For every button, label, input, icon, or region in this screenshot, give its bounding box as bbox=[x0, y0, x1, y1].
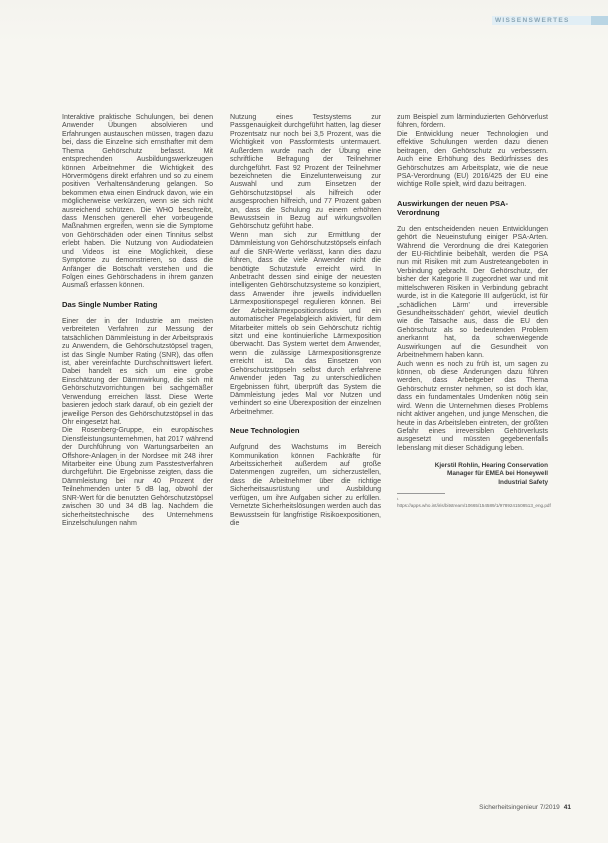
subheading-neue-technologien: Neue Technologien bbox=[230, 426, 300, 436]
subheading-psa-verordnung: Auswirkungen der neuen PSA-Verordnung bbox=[397, 198, 508, 217]
author-credit bbox=[397, 462, 548, 487]
page-footer bbox=[461, 804, 571, 813]
section-tag-bar bbox=[591, 16, 608, 25]
paragraph: Zu den entscheidenden neuen Entwicklungen gehört die Neueinstufung einiger PSA-Arten. Während die Verordnung die drei Kategorien der EU-Richtlinie beibehält, werden die PSA nun mit Risiken mit zum Austreteangeboten in Verbindung gebracht. Der Gehörschutz, der bisher der Kategorie II zugeordnet war und mit mittelschweren Risiken in Verbindung gebracht wurde, ist in die Kategorie III aufgerückt, ist für „schädlichen Lärm' und irreversible Gesundheitsschäden' gehört, wieviel deutlich wie die Tatsache aus, dass die EU den Gehörschutz als so bedeutenden Problem anerkannt hat, da schwerwiegende Auswirkungen auf die Gesundheit von Arbeitnehmern haben kann. bbox=[397, 225, 548, 360]
page-number: 41 bbox=[563, 804, 571, 811]
paragraph: Wenn man sich zur Ermittlung der Dämmleistung von Gehörschutzstöpsels einfach auf die SNR-Werte verlässt, kann dies dazu führen, dass die viele Anwender nicht die benötigte Schutzstufe erreicht wird. In Anbetracht dessen sind einige der neuesten intelligenten Gehörschutzsysteme so konzipiert, dass Anwender ihre jeweils individuellen Lärmexpositionspegel regulieren können. Bei der Arbeitslärmexpositionsdosis und ein automatischer Pegelabgleich aktiviert, für dem Mitarbeiter mittels ob sein Gehörschutz richtig sitzt und eine kontinuierliche Lärmexposition überwacht. Das System wertet dem Anwender, wenn die zulässige Lärmexpositionsgrenze erreicht ist. Da das Einsetzen von Gehörschutzstöpseln selbst durch erfahrene Anwender jeden Tag zu unterschiedlichen Ergebnissen führt, überprüft das System die Dämmleistung jedes Mal vor Nutzen und verhindert so eine Überexposition der einzelnen Arbeitnehmer. bbox=[230, 231, 381, 416]
section-label: WISSENSWERTES bbox=[495, 17, 570, 24]
paragraph: zum Beispiel zum lärminduzierten Gehörverlust führen, fördern. bbox=[397, 114, 548, 130]
paragraph: Interaktive praktische Schulungen, bei denen Anwender Übungen absolvieren und Erfahrungen austauschen müssen, tragen dazu bei, dass die Einzelne sich ernsthafter mit dem Thema Gehörschutz befasst. Mit entsprechenden Ausbildungswerkzeugen können Arbeitnehmer die Wichtigkeit des Hörvermögens direkt erfahren und so zu einem positiven Verhaltensänderung gelangen. So bekommen etwa einen Eindruck davon, wie ein möglicherweise verkürzen, wenn sie sich nicht ausreichend schützen. Die WHO beschreibt, dass Menschen generell eher vorbeugende Maßnahmen ergreifen, wenn sie die Symptome von Gehörschäden oder einen Tinnitus selbst erlebt haben. Die Nutzung von Audiodateien und Videos ist eine Möglichkeit, diese Symptome zu demonstrieren, so dass die Anfänger die Botschaft verstehen und die Folgen eines Gehörschadens in ihrem ganzen Ausmaß erfassen können. bbox=[62, 114, 213, 290]
subheading-single-number-rating: Das Single Number Rating bbox=[62, 299, 158, 309]
footnote-divider bbox=[397, 493, 445, 494]
paragraph: Die Rosenberg-Gruppe, ein europäisches Dienstleistungsunternehmen, hat 2017 während der Durchführung von Wartungsarbeiten an Offshore-Anlagen in der Nordsee mit 248 ihrer Mitarbeiter eine Übung zum Passtestverfahren durchgeführt. Die Ergebnisse zeigten, dass die Dämmleistung bei nur 40 Prozent der Teilnehmenden unter 5 dB lag, obwohl der SNR-Wert für die benutzten Gehörschutzstöpsel zwischen 30 und 34 dB lag. Nachdem die sicherheitstechnische des Unternehmens Einzelschulungen nahm bbox=[62, 427, 213, 527]
journal-name: Sicherheitsingenieur 7/2019 bbox=[479, 804, 560, 811]
author-role: Manager für EMEA bei Honeywell bbox=[447, 470, 548, 478]
column-2 bbox=[230, 114, 381, 528]
author-name: Kjerstil Rohlin, Hearing Conservation bbox=[434, 462, 548, 470]
column-1 bbox=[62, 114, 213, 528]
section-tag bbox=[492, 16, 608, 25]
author-org: Industrial Safety bbox=[498, 478, 548, 486]
paragraph: Aufgrund des Wachstums im Bereich Kommunikation können Fachkräfte für Arbeitssicherheit außerdem auf große Datenmengen zugreifen, um sicherzustellen, dass die Arbeitnehmer über die richtige Sicherheitsausrüstung und Ausbildung verfügen, um ihre Aufgaben sicher zu erfüllen. Vernetzte Sicherheitslösungen werden auch das Bewusstsein für langfristige Risikoexpositionen, die bbox=[230, 444, 381, 527]
paragraph: Nutzung eines Testsystems zur Passgenauigkeit durchgeführt hatten, lag dieser Prozentsatz nur noch bei 3,5 Prozent, was die Wichtigkeit von Passformtests untermauert. Außerdem wurde nach der Übung eine schriftliche Befragung der Teilnehmer durchgeführt. Fast 92 Prozent der Teilnehmer bezeichneten die Einzelunterweisung zur Auswahl und zum Einsetzen der Gehörschutzstöpsel als hilfreich oder ausgesprochen hilfreich, und 77 Prozent gaben an, dass die Schulung zu einem erhöhten Bewusstsein in Bezug auf wirkungsvollen Gehörschutz geführt habe. bbox=[230, 114, 381, 231]
footnote: ¹ https://apps.who.int/iris/bitstream/10665/154589/1/9789241508513_eng.pdf bbox=[397, 496, 551, 508]
paragraph: Die Entwicklung neuer Technologien und effektive Schulungen werden dazu dienen beitragen, den Gehörschutz zu verbessern. Auch eine Erhöhung des Bedürfnisses des Gehörschutzes am Arbeitsplatz, wie die neue PSA-Verordnung (EU) 2016/425 der EU eine wichtige Rolle spielt, wird dazu beitragen. bbox=[397, 130, 548, 189]
paragraph: Einer der in der Industrie am meisten verbreiteten Verfahren zur Messung der tatsächlichen Dämmleistung in der Arbeitspraxis zu Anwendern, die Gehörschutzstöpsel tragen, ist das Single Number Rating (SNR), das offen ist, aber vereinfachte Durchschnittswert liefert. Dabei handelt es sich um eine grobe Einschätzung der Dämmwirkung, die sich mit Gehörschutzvorrichtungen bei sachgemäßer Verwendung erreichen lässt. Diese Werte basieren jedoch stark darauf, ob ein gezielt der jeweilige Person des Gehörschutzstöpsel in das Ohr eingesetzt hat. bbox=[62, 317, 213, 426]
column-3 bbox=[397, 114, 551, 509]
paragraph: Auch wenn es noch zu früh ist, um sagen zu können, ob diese Änderungen dazu führen werden, dass Arbeitgeber das Thema Gehörschutz ernster nehmen, so ist doch klar, dass ein fundamentales Umdenken nötig sein wird. Wenn die Unternehmen dieses Problems nicht aktiver angehen, und junge Menschen, die heute in das Arbeitsleben eintreten, der größten Gefahr eines irreversiblen Gehörverlusts ausgesetzt und müssten gegebenenfalls lebenslang mit dieser Schädigung leben. bbox=[397, 360, 548, 452]
